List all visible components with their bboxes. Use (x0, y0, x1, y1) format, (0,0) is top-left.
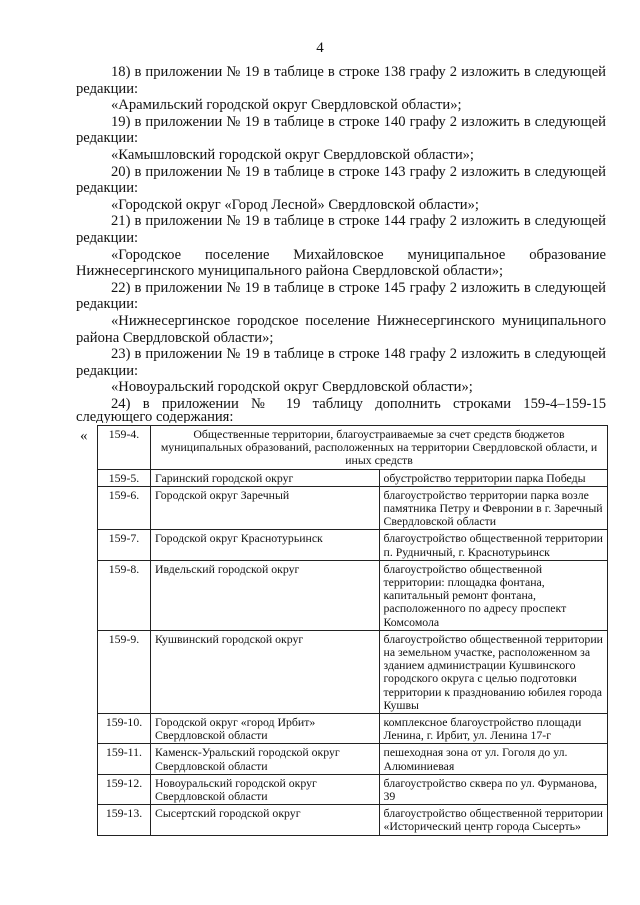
quote-22: «Нижнесергинское городское поселение Нижнесергинского муниципального района Свердловской области»; (76, 312, 606, 346)
table-row (98, 486, 608, 530)
municipality-cell: Городской округ Заречный (151, 486, 380, 530)
municipality-cell: Новоуральский городской округ Свердловской области (151, 774, 380, 804)
table-row (98, 774, 608, 804)
row-number-cell: 159-9. (98, 630, 151, 713)
section-header-cell: Общественные территории, благоустраиваемые за счет средств бюджетов муниципальных образований, расположенных на территории Свердловской области, и иных средств (151, 426, 608, 470)
paragraph-23: 23) в приложении № 19 в таблице в строке 148 графу 2 изложить в следующей редакции: (76, 346, 606, 379)
table-header-row (98, 426, 608, 470)
table-row (98, 714, 608, 744)
table-row (98, 630, 608, 713)
quote-23: «Новоуральский городской округ Свердловской области»; (111, 379, 473, 396)
object-cell: благоустройство сквера по ул. Фурманова, 39 (379, 774, 608, 804)
page-number: 4 (316, 40, 324, 56)
document-body (76, 64, 606, 423)
paragraph-22: 22) в приложении № 19 в таблице в строке 145 графу 2 изложить в следующей редакции: (76, 279, 606, 313)
municipality-cell: Ивдельский городской округ (151, 560, 380, 630)
row-number-cell: 159-13. (98, 805, 151, 835)
object-cell: комплексное благоустройство площади Ленина, г. Ирбит, ул. Ленина 17-г (379, 714, 608, 744)
municipality-cell: Кушвинский городской округ (151, 630, 380, 713)
municipality-cell: Гаринский городской округ (151, 469, 380, 486)
appendix-table (97, 425, 608, 836)
table-row (98, 744, 608, 774)
table-row (98, 805, 608, 835)
row-number-cell: 159-5. (98, 469, 151, 486)
paragraph-24-tail: следующего содержания: (76, 412, 234, 424)
row-number-cell: 159-7. (98, 530, 151, 560)
row-number-cell: 159-6. (98, 486, 151, 530)
row-number-cell: 159-10. (98, 714, 151, 744)
object-cell: благоустройство общественной территории на земельном участке, расположенном за зданием администрации Кушвинского городского округа с целью подготовки территории к празднованию юбилея города Кушвы (379, 630, 608, 713)
object-cell: пешеходная зона от ул. Гоголя до ул. Алюминиевая (379, 744, 608, 774)
municipality-cell: Городской округ Краснотурьинск (151, 530, 380, 560)
row-number-cell: 159-11. (98, 744, 151, 774)
municipality-cell: Городской округ «город Ирбит» Свердловской области (151, 714, 380, 744)
quote-19: «Камышловский городской округ Свердловской области»; (111, 146, 474, 163)
table-row (98, 469, 608, 486)
row-number-cell: 159-12. (98, 774, 151, 804)
object-cell: благоустройство общественной территории «Исторический центр города Сысерть» (379, 805, 608, 835)
municipality-cell: Сысертский городской округ (151, 805, 380, 835)
paragraph-21: 21) в приложении № 19 в таблице в строке 144 графу 2 изложить в следующей редакции: (76, 213, 606, 246)
paragraph-24: 24) в приложении № 19 таблицу дополнить строками 159-4–159-15 (111, 395, 606, 412)
table-row (98, 560, 608, 630)
object-cell: благоустройство общественной территории п. Рудничный, г. Краснотурьинск (379, 530, 608, 560)
row-number-cell: 159-4. (98, 426, 151, 470)
row-number-cell: 159-8. (98, 560, 151, 630)
appendix-table-body (98, 426, 608, 836)
table-row (98, 530, 608, 560)
quote-18: «Арамильский городской округ Свердловской области»; (111, 97, 462, 114)
municipality-cell: Каменск-Уральский городской округ Свердловской области (151, 744, 380, 774)
paragraph-18: 18) в приложении № 19 в таблице в строке 138 графу 2 изложить в следующей редакции: (76, 64, 606, 97)
object-cell: благоустройство общественной территории: площадка фонтана, капитальный ремонт фонтана, расположенного по адресу проспект Комсомола (379, 560, 608, 630)
quote-20: «Городской округ «Город Лесной» Свердловской области»; (111, 196, 479, 213)
opening-quote: « (80, 428, 88, 444)
object-cell: обустройство территории парка Победы (379, 469, 608, 486)
paragraph-20: 20) в приложении № 19 в таблице в строке 143 графу 2 изложить в следующей редакции: (76, 163, 606, 197)
quote-21: «Городское поселение Михайловское муниципальное образование Нижнесергинского муниципального района Свердловской области»; (76, 246, 606, 280)
object-cell: благоустройство территории парка возле памятника Петру и Февронии в г. Заречный Свердловской области (379, 486, 608, 530)
paragraph-19: 19) в приложении № 19 в таблице в строке 140 графу 2 изложить в следующей редакции: (76, 113, 606, 147)
